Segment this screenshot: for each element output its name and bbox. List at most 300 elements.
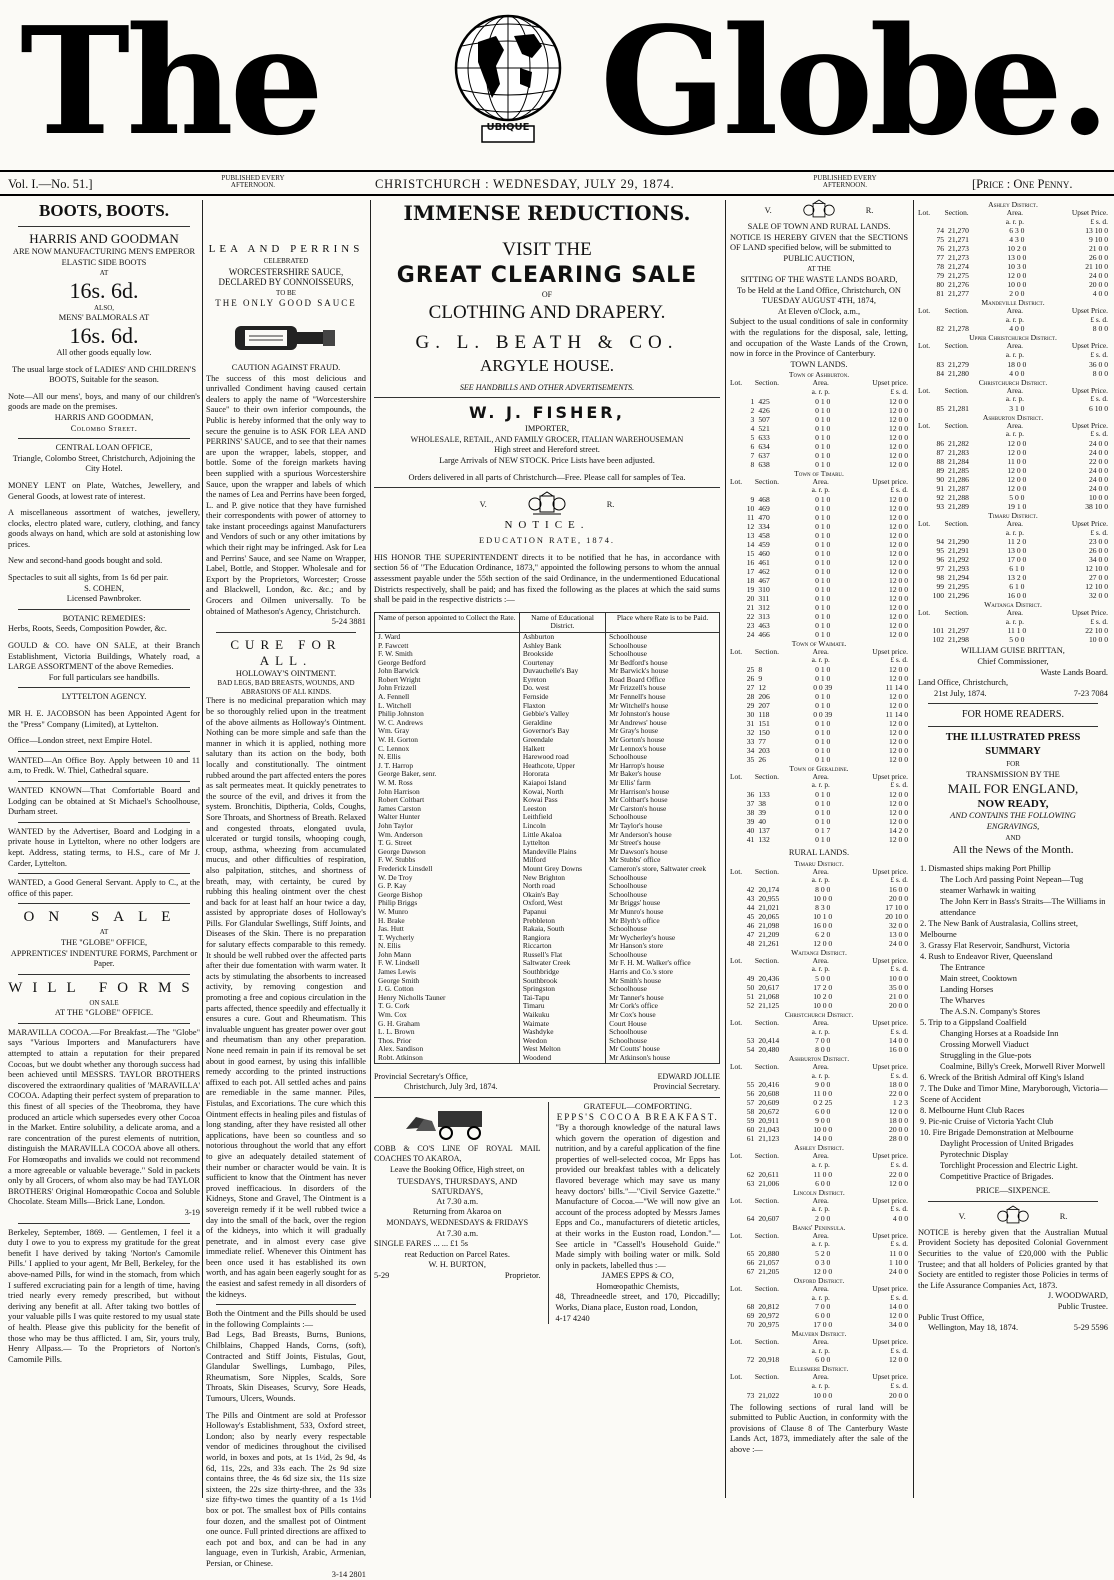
collector-cell: T. G. Cork (375, 1002, 520, 1011)
lyttelton-title: LYTTELTON AGENCY. (8, 692, 200, 703)
lot-row (730, 692, 908, 701)
will-forms-at: AT THE "GLOBE" OFFICE. (8, 1008, 200, 1019)
lot-number: 66 (730, 1258, 758, 1267)
lot-number: 101 (918, 626, 948, 635)
collector-cell: J. T. Harrop (375, 762, 520, 771)
woodward-name: J. WOODWARD, (918, 1291, 1108, 1302)
lot-area: 6 1 0 (989, 564, 1045, 573)
lot-section: 21,006 (758, 1179, 796, 1188)
fisher-arrivals: Large Arrivals of NEW STOCK. Price Lists have been adjusted. (374, 456, 720, 467)
lot-row (730, 433, 908, 442)
published-note-left: PUBLISHED EVERY AFTERNOON. (208, 175, 298, 189)
column-label: Lot. (730, 1197, 755, 1206)
district-cell: Do. west (519, 684, 605, 693)
lot-price: 21 0 0 (1045, 244, 1108, 253)
lot-price: 11 14 0 (849, 710, 908, 719)
price-unit: £ s. d. (1043, 351, 1108, 360)
epps-address: 48, Threadneedle street, and 170, Piccadilly; Works, Diana place, Euston road, London, (555, 1292, 720, 1313)
lot-number: 8 (730, 460, 758, 469)
lot-number: 16 (730, 558, 758, 567)
lot-area: 0 1 0 (797, 799, 849, 808)
lot-area: 11 0 0 (989, 457, 1045, 466)
district-cell: Courtenay (519, 659, 605, 668)
lot-price: 12 0 0 (849, 737, 908, 746)
lot-price: 12 10 0 (1045, 582, 1108, 591)
lot-area: 17 0 0 (989, 555, 1045, 564)
district-cell: Rakaia, South (519, 925, 605, 934)
price-unit: £ s. d. (1043, 430, 1108, 439)
education-rate: EDUCATION RATE, 1874. (374, 536, 720, 547)
area-unit: a. r. p. (794, 1205, 847, 1214)
place-cell: Mr Briggs' house (606, 899, 720, 908)
column-label: Section. (945, 609, 987, 618)
column-label: Lot. (730, 1373, 755, 1382)
lot-section: 12 (758, 683, 796, 692)
place-cell: Mr Johnston's house (606, 710, 720, 719)
lea-perrins-declared: DECLARED BY CONNOISSEURS, (206, 277, 366, 288)
education-table (374, 612, 720, 1064)
engravings-list (918, 863, 1108, 1182)
lot-number: 58 (730, 1107, 758, 1116)
area-unit: a. r. p. (986, 618, 1043, 627)
lot-section: 20,617 (758, 983, 796, 992)
engraving-item: Landing Horses (918, 984, 1108, 995)
column-label: Area. (794, 1197, 847, 1206)
harris-goodman-note: Note—All our mens', boys, and many of our children's goods are made on the premises. (8, 392, 200, 413)
lot-number: 69 (730, 1311, 758, 1320)
lot-area: 2 0 0 (989, 289, 1045, 298)
lot-price: 34 0 0 (849, 1320, 908, 1329)
home-readers: FOR HOME READERS. (918, 708, 1108, 722)
price-unit: £ s. d. (1043, 395, 1108, 404)
column-rule (725, 200, 726, 1498)
lot-area: 0 0 39 (797, 710, 849, 719)
lot-price: 12 0 0 (849, 442, 908, 451)
lot-section: 21,278 (948, 324, 989, 333)
price-note: [Price : One Penny. (972, 177, 1073, 192)
lot-section: 21,043 (758, 1125, 796, 1134)
column-label: Upset price. (847, 1019, 908, 1028)
lot-area: 7 0 0 (797, 1036, 849, 1045)
district-heading: Ashburton District. (730, 1054, 908, 1063)
lot-row (730, 630, 908, 639)
lot-area: 0 0 39 (797, 683, 849, 692)
lot-unit-headers (918, 395, 1108, 404)
column-label: Section. (945, 342, 987, 351)
lot-row (730, 513, 908, 522)
column-rule (202, 200, 203, 1498)
district-cell: Weedon (519, 1037, 605, 1046)
lot-row (730, 522, 908, 531)
lea-perrins-title: LEA AND PERRINS (206, 242, 366, 256)
on-sale-at: AT (8, 927, 200, 938)
lot-area: 4 3 0 (989, 235, 1045, 244)
lot-price: 27 0 0 (1045, 573, 1108, 582)
spacer (918, 430, 986, 439)
lot-section: 20,812 (758, 1302, 796, 1311)
collector-cell: F. W. Stubbs (375, 856, 520, 865)
lot-row (730, 826, 908, 835)
lot-section: 460 (758, 549, 796, 558)
lot-section: 150 (758, 728, 796, 737)
lot-section: 21,270 (948, 226, 989, 235)
lot-row (918, 226, 1108, 235)
lea-perrins-code: 5-24 3881 (206, 617, 366, 628)
lot-section: 20,609 (758, 1098, 796, 1107)
lot-section: 20,414 (758, 1036, 796, 1045)
lot-section: 21,274 (948, 262, 989, 271)
lot-row (730, 835, 908, 844)
place-cell: Schoolhouse (606, 753, 720, 762)
lot-price: 22 10 0 (1045, 626, 1108, 635)
district-cell: North road (519, 882, 605, 891)
place-cell: Mr Cork's office (606, 1002, 720, 1011)
price-unit: £ s. d. (847, 656, 908, 665)
botanic-subtitle: Herbs, Roots, Seeds, Composition Powder, &c. (8, 624, 200, 635)
lot-area: 0 1 0 (797, 495, 849, 504)
district-cell: Russell's Flat (519, 951, 605, 960)
lot-area: 0 1 0 (797, 585, 849, 594)
lot-unit-headers (730, 388, 908, 397)
column-label: Upset price. (847, 1063, 908, 1072)
land-sale-title: SALE OF TOWN AND RURAL LANDS. (730, 222, 908, 233)
land-sale-footer: The following sections of rural land will be submitted to Public Auction, in conformity with the provisions of Clause 8 of The Canterbury Waste Lands Act, 1873, immediately after the sale of the above :— (730, 1403, 908, 1456)
district-cell: Gebbie's Valley (519, 710, 605, 719)
loan-office-signature: S. COHEN, (8, 584, 200, 595)
lot-area: 0 1 0 (797, 719, 849, 728)
column-2 (206, 200, 366, 1498)
lot-price: 12 0 0 (849, 540, 908, 549)
place-cell: Cameron's store, Saltwater creek (606, 865, 720, 874)
engraving-item: Competitive Practice of Brigades. (918, 1171, 1108, 1182)
place-cell: Mr Bedford's house (606, 659, 720, 668)
district-cell: Fernside (519, 693, 605, 702)
area-unit: a. r. p. (794, 1240, 847, 1249)
lot-section: 40 (758, 817, 796, 826)
epps-title: GRATEFUL—COMFORTING. (555, 1102, 720, 1113)
land-code: 7-23 7084 (1074, 689, 1108, 700)
district-cell: Saltwater Creek (519, 959, 605, 968)
royal-crest-icon (996, 1206, 1030, 1228)
lot-price: 12 0 0 (849, 522, 908, 531)
column-label: Area. (986, 609, 1043, 618)
lot-section: 20,607 (758, 1214, 796, 1223)
lot-area: 0 1 0 (797, 406, 849, 415)
holloway-head: BAD LEGS, BAD BREASTS, WOUNDS, AND ABRASIONS OF ALL KINDS. (206, 679, 366, 696)
royal-r: R. (607, 500, 615, 511)
column-label: Section. (755, 1285, 794, 1294)
column-label: Upset price. (847, 379, 908, 388)
harris-goodman-at: AT (8, 268, 200, 279)
column-label: Upset price. (847, 1232, 908, 1241)
lot-row (730, 1214, 908, 1223)
table-row (375, 1054, 720, 1063)
lot-number: 77 (918, 253, 948, 262)
lot-area: 0 1 0 (797, 442, 849, 451)
lot-number: 3 (730, 415, 758, 424)
lot-number: 45 (730, 912, 758, 921)
district-cell: West Melton (519, 1045, 605, 1054)
lot-section: 21,276 (948, 280, 989, 289)
lot-price: 12 0 0 (849, 585, 908, 594)
district-heading: Oxford District. (730, 1276, 908, 1285)
lot-price: 36 0 0 (1045, 360, 1108, 369)
lot-area: 0 1 0 (797, 522, 849, 531)
lot-number: 93 (918, 502, 948, 511)
lot-unit-headers (730, 965, 908, 974)
lot-number: 98 (918, 573, 948, 582)
lot-unit-headers (730, 876, 908, 885)
area-unit: a. r. p. (986, 351, 1043, 360)
column-label: Area. (794, 1373, 847, 1382)
lot-price: 22 0 0 (849, 1170, 908, 1179)
place-cell: Mr Ellis' farm (606, 779, 720, 788)
land-office: Land Office, Christchurch, (918, 678, 1108, 689)
district-cell: Eyreton (519, 676, 605, 685)
collector-cell: John Mann (375, 951, 520, 960)
lot-section: 20,672 (758, 1107, 796, 1116)
lot-row (918, 484, 1108, 493)
lot-row (730, 1311, 908, 1320)
column-label: Upset Price. (1043, 520, 1108, 529)
lot-number: 62 (730, 1170, 758, 1179)
lot-area: 0 1 0 (797, 612, 849, 621)
lot-price: 8 0 0 (1045, 369, 1108, 378)
column-label: Area. (986, 209, 1043, 218)
lot-row (730, 1320, 908, 1329)
lot-area: 0 1 0 (797, 397, 849, 406)
collector-cell: W. M. Ross (375, 779, 520, 788)
column-label: Section. (945, 422, 987, 431)
lot-area: 6 0 0 (797, 1179, 849, 1188)
lot-price: 20 0 0 (849, 1391, 908, 1400)
wanted-ad-4: WANTED, a Good General Servant. Apply to C., at the office of this paper. (8, 878, 200, 899)
district-cell: Springston (519, 985, 605, 994)
column-label: Section. (755, 773, 794, 782)
lot-section: 8 (758, 665, 796, 674)
lot-area: 5 0 0 (989, 493, 1045, 502)
lot-section: 466 (758, 630, 796, 639)
collector-cell: W. H. Gorton (375, 736, 520, 745)
lot-price: 12 0 0 (849, 415, 908, 424)
lot-price: 4 0 0 (1045, 289, 1108, 298)
lot-row (730, 1107, 908, 1116)
column-label: Area. (794, 868, 847, 877)
district-heading: Waitanga District. (918, 600, 1108, 609)
wanted-ad-1: WANTED—An Office Boy. Apply between 10 and 11 a.m, to Fredk. W. Thiel, Cathedral square. (8, 756, 200, 777)
lot-section: 20,955 (758, 894, 796, 903)
engraving-item: Struggling in the Glue-pots (918, 1050, 1108, 1061)
price-unit: £ s. d. (847, 1240, 908, 1249)
place-cell: Mr Baker's house (606, 770, 720, 779)
lot-row (730, 558, 908, 567)
district-heading: Ashburton District. (918, 413, 1108, 422)
lot-section: 137 (758, 826, 796, 835)
will-forms-sale: ON SALE (8, 998, 200, 1009)
area-unit: a. r. p. (794, 486, 847, 495)
lot-unit-headers (918, 316, 1108, 325)
cobb-proprietor: Proprietor. (505, 1271, 541, 1282)
lot-number: 91 (918, 484, 948, 493)
holloway-body: There is no medicinal preparation which may be so thoroughly relied upon in the treatment of the above ailments as Holloway's Ointment. Nothing can be more simple and safe than the manner in which it is applied, nothing more salutary than its action on the body, both locally and constitutionally. The ointment rubbed around the part affected enters the pores as salt permeates meat. It quickly penetrates to the source of the evil, and drives it from the system. Bronchitis, Diptheria, Colds, Coughs, Sore Throats, and Shortness of Breath. Relaxed and congested throats, elongated uvula, ulcerated or turgid tonsils, whooping cough, croup, asthma, wheezing from accumulated mucus, and other difficulties of respiration, also palpitation, stitches, and shortness of breath, may, with certainty, be cured by rubbing this healing ointment over the chest and back for at least half an hour twice a day, assisted by appropriate doses of Holloway's Pills. For Glandular Swellings, Stiff Joints, and Diseases of the Skin. There is no preparation for salutary effects comparable to this remedy. It should be well rubbed over the affected parts after their due fomentation with warm water. It acts by stimulating the absorbents to increased activity, by removing congestion and promoting a free and copious circulation in the parts affected, thence speedily and effectually it ensures a cure. Gout and Rheumatism. This invaluable unguent has greater power over gout and rheumatism than any other preparation. None need remain in pain if its removal be set about in good earnest, by using this infallible remedy according to the printed instructions affixed to each pot. All settled aches and pains are remediable in the same manner. Piles, Fistulas, and Excoriations. The cure which this Ointment effects in healing piles and fistulas of long standing, after they have resisted all other applications, have been so countless and so notorious throughout the world that any effort to give an adequately detailed statement of their number or character would be vain. It is sufficient to know that the Ointment has never proved inefficacious. In disorders of the Kidneys, Stone and Gravel, The Ointment is a sovereign remedy if it be well rubbed twice a day into the small of the back, over the region of the kidneys, into which it will gradually penetrate, and in almost every case give immediate relief. Whenever this Ointment has been once used it has established its own worth, and has again been eagerly sought for as the easiest and safest remedy in all disorders of the kidneys. (206, 696, 366, 1300)
lot-area: 0 1 7 (797, 826, 849, 835)
lot-section: 39 (758, 808, 796, 817)
lot-section: 507 (758, 415, 796, 424)
lot-row (918, 280, 1108, 289)
price-unit: £ s. d. (847, 781, 908, 790)
collector-cell: Wm. Cox (375, 1011, 520, 1020)
lot-number: 54 (730, 1045, 758, 1054)
column-label: Section. (755, 1338, 794, 1347)
lot-row (730, 1089, 908, 1098)
lot-number: 39 (730, 817, 758, 826)
lot-area: 9 0 0 (797, 1080, 849, 1089)
collector-cell: John Frizzell (375, 684, 520, 693)
district-cell: Little Akaloa (519, 831, 605, 840)
lot-price: 12 0 0 (849, 451, 908, 460)
column-1 (8, 200, 200, 1498)
collector-cell: P. Fawcett (375, 642, 520, 651)
district-cell: Okain's Bay (519, 891, 605, 900)
lot-area: 0 1 0 (797, 504, 849, 513)
district-cell: Heathcote, Upper (519, 762, 605, 771)
lot-number: 31 (730, 719, 758, 728)
district-cell: Hororata (519, 770, 605, 779)
lot-price: 12 0 0 (849, 531, 908, 540)
lot-area: 10 3 0 (989, 262, 1045, 271)
lot-section: 21,280 (948, 369, 989, 378)
collector-cell: Philip Johnston (375, 710, 520, 719)
lot-price: 22 0 0 (849, 1089, 908, 1098)
price-unit: £ s. d. (1043, 218, 1108, 227)
collector-cell: John Barwick (375, 667, 520, 676)
clothing-drapery: CLOTHING AND DRAPERY. (374, 301, 720, 325)
district-cell: Washdyke (519, 1028, 605, 1037)
place-cell: Court House (606, 1020, 720, 1029)
district-cell: Oxford, West (519, 899, 605, 908)
lot-number: 19 (730, 585, 758, 594)
lot-row (730, 621, 908, 630)
lot-row (730, 585, 908, 594)
spacer (730, 1205, 794, 1214)
lot-section: 21,209 (758, 930, 796, 939)
district-heading: Upper Christchurch District. (918, 333, 1108, 342)
column-label: Lot. (918, 609, 945, 618)
lot-row (918, 404, 1108, 413)
price-unit: £ s. d. (847, 1347, 908, 1356)
place-cell: Mr Frizzell's house (606, 684, 720, 693)
spacer (730, 1072, 794, 1081)
area-unit: a. r. p. (794, 1028, 847, 1037)
on-sale-title: ON SALE (8, 908, 200, 927)
column-label: Lot. (730, 478, 755, 487)
place-cell: Mr Barwick's house (606, 667, 720, 676)
collector-cell: A. Fennell (375, 693, 520, 702)
lot-section: 461 (758, 558, 796, 567)
column-label: Upset Price. (1043, 422, 1108, 431)
lot-unit-headers (918, 618, 1108, 627)
lot-number: 82 (918, 324, 948, 333)
place-cell: Schoolhouse (606, 925, 720, 934)
lot-area: 0 1 0 (797, 424, 849, 433)
trust-notice: NOTICE is hereby given that the Australian Mutual Provident Society has deposited Colonial Government Securities to the value of £20,000 with the Public Trustee; and that all holders of Policies granted by that Society are entitled to register those Policies in terms of the Life Assurance Companies Act, 1873. (918, 1228, 1108, 1292)
place-cell: Mr Fennell's house (606, 693, 720, 702)
column-label: Section. (755, 957, 794, 966)
area-unit: a. r. p. (986, 529, 1043, 538)
lot-number: 85 (918, 404, 948, 413)
lot-number: 68 (730, 1302, 758, 1311)
column-label: Section. (755, 1373, 794, 1382)
column-label: Section. (945, 307, 987, 316)
lot-row (918, 546, 1108, 555)
lot-area: 5 0 0 (797, 974, 849, 983)
lot-area: 0 1 0 (797, 513, 849, 522)
lot-section: 21,284 (948, 457, 989, 466)
holloway-both: Both the Ointment and the Pills should be used in the following Complaints :— (206, 1309, 366, 1330)
lot-row (918, 271, 1108, 280)
botanic-body: GOULD & CO. have ON SALE, at their Branch Establishment, Victoria Buildings, Whately road, a LARGE ASSORTMENT of the above Remedies. (8, 641, 200, 673)
column-label: Upset price. (847, 1152, 908, 1161)
lot-row (918, 244, 1108, 253)
price-unit: £ s. d. (847, 486, 908, 495)
lot-section: 21,277 (948, 289, 989, 298)
lot-row (730, 974, 908, 983)
column-label: Lot. (730, 648, 755, 657)
lot-section: 151 (758, 719, 796, 728)
lot-section: 21,057 (758, 1258, 796, 1267)
column-label: Upset Price. (1043, 307, 1108, 316)
lyttelton-office: Office—London street, next Empire Hotel. (8, 736, 200, 747)
district-cell: Greendale (519, 736, 605, 745)
engraving-item: 6. Wreck of the British Admiral off King's Island (918, 1072, 1108, 1083)
lot-area: 12 0 0 (989, 466, 1045, 475)
district-cell: Leeston (519, 805, 605, 814)
lot-area: 4 0 0 (989, 324, 1045, 333)
masthead (0, 0, 1114, 170)
lot-price: 26 0 0 (1045, 546, 1108, 555)
lot-section: 311 (758, 594, 796, 603)
prov-office: Provincial Secretary's Office, (374, 1072, 497, 1083)
lot-number: 25 (730, 665, 758, 674)
lot-section: 21,294 (948, 573, 989, 582)
lot-area: 19 1 0 (989, 502, 1045, 511)
loan-office-signature-title: Licensed Pawnbroker. (8, 594, 200, 605)
lot-row (918, 537, 1108, 546)
lot-unit-headers (730, 1205, 908, 1214)
lot-area: 6 2 0 (797, 930, 849, 939)
district-cell: Duvauchelle's Bay (519, 667, 605, 676)
place-cell: Mr Smith's house (606, 977, 720, 986)
lot-area: 6 3 0 (989, 226, 1045, 235)
lot-number: 94 (918, 537, 948, 546)
lot-section: 521 (758, 424, 796, 433)
lot-area: 2 0 0 (797, 1214, 849, 1223)
lot-number: 50 (730, 983, 758, 992)
lot-row (730, 983, 908, 992)
price-unit: £ s. d. (847, 1028, 908, 1037)
loan-office-body-4: Spectacles to suit all sights, from 1s 6d per pair. (8, 573, 200, 584)
lot-section: 20,918 (758, 1355, 796, 1364)
place-cell: Schoolhouse (606, 632, 720, 641)
lot-row (730, 603, 908, 612)
lot-number: 26 (730, 674, 758, 683)
collector-cell: G. P. Kay (375, 882, 520, 891)
lot-row (730, 710, 908, 719)
royal-crest-icon (527, 492, 567, 518)
area-unit: a. r. p. (794, 656, 847, 665)
lot-number: 53 (730, 1036, 758, 1045)
lot-number: 75 (918, 235, 948, 244)
